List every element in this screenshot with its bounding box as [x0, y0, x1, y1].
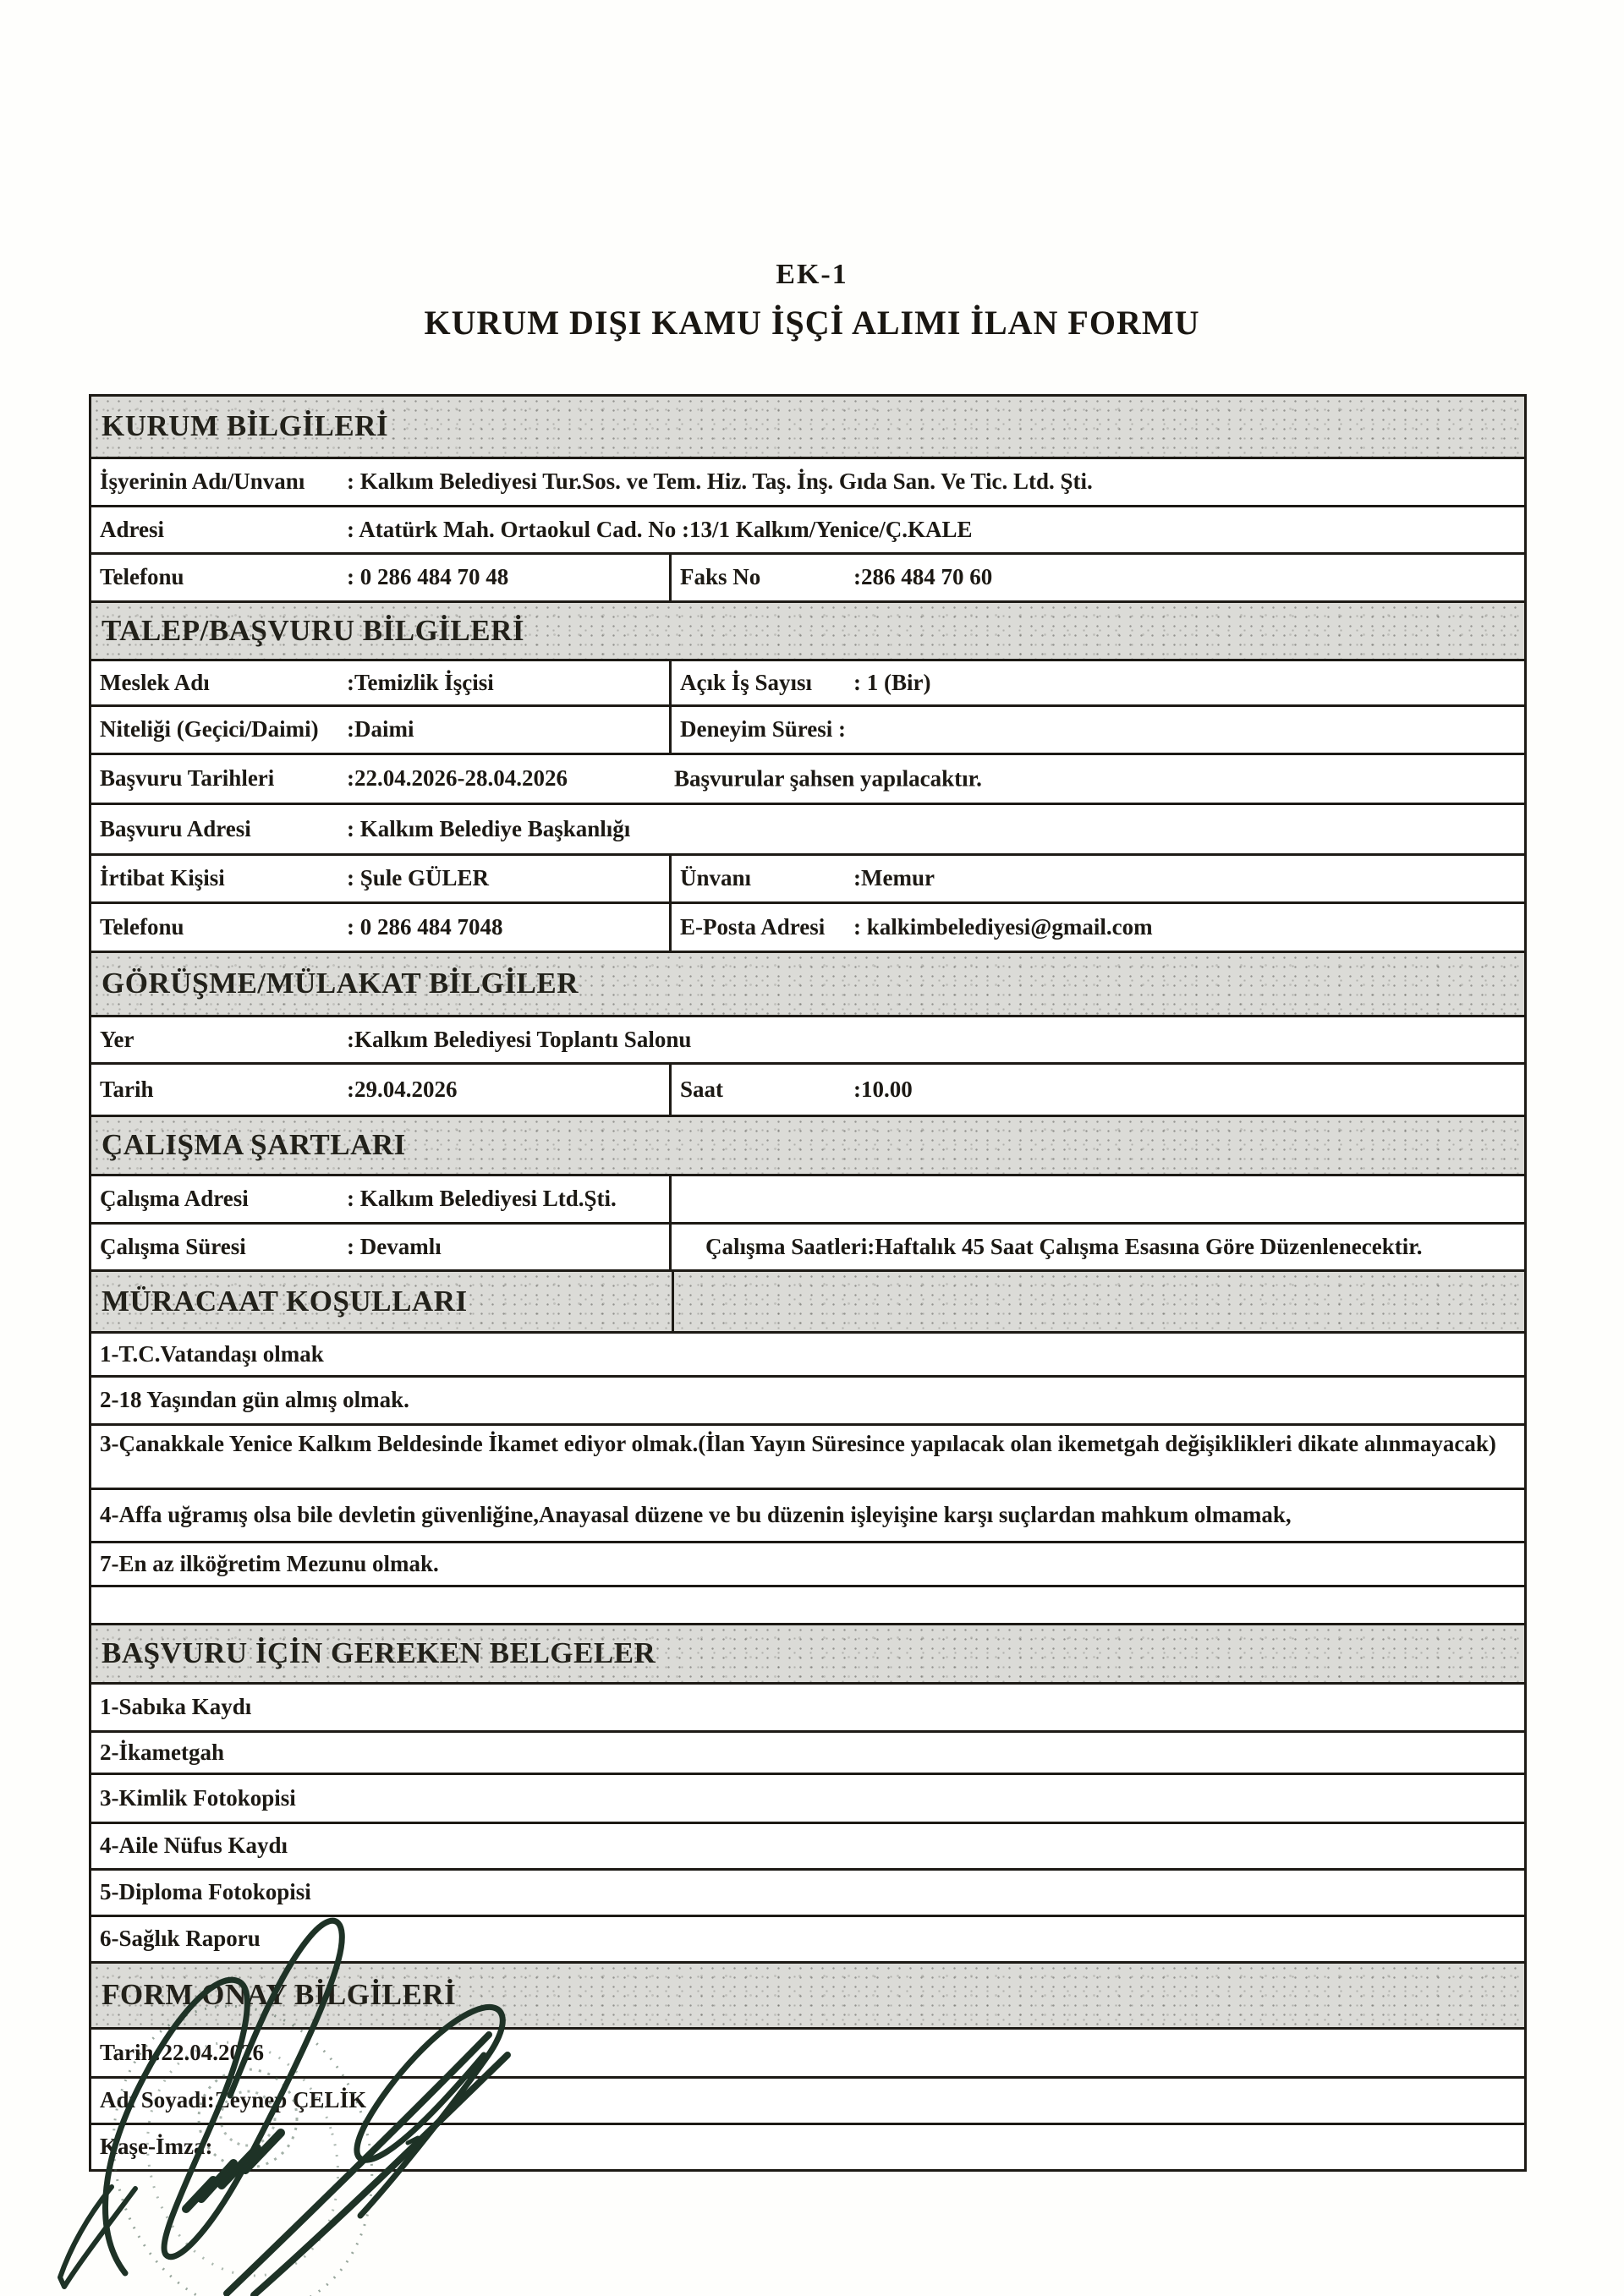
field-label: İşyerinin Adı/Unvanı [100, 469, 305, 495]
section-header-kurum-bilgileri [91, 397, 1524, 459]
list-item [91, 1490, 1524, 1543]
approver-name: Adı Soyadı:Zeynep ÇELİK [100, 2087, 367, 2113]
table-row [91, 459, 1524, 507]
field-value: :10.00 [853, 1076, 913, 1102]
condition-text: 3-Çanakkale Yenice Kalkım Beldesinde İkamet ediyor olmak.(İlan Yayın Süresince yapılacak olan ikemetgah değişiklikleri dikate alınmayacak) [100, 1431, 1496, 1456]
empty-row [91, 1587, 1524, 1625]
field-label: Ünvanı [680, 865, 752, 891]
list-item [91, 1824, 1524, 1871]
field-value: :29.04.2026 [347, 1076, 458, 1102]
field-value: : 1 (Bir) [853, 669, 931, 695]
list-item [91, 1378, 1524, 1426]
section-header-gereken-belgeler [91, 1625, 1524, 1685]
list-item [91, 1871, 1524, 1917]
field-label: E-Posta Adresi [680, 913, 826, 940]
table-row [91, 1176, 1524, 1225]
field-label: Başvuru Tarihleri [100, 765, 275, 792]
approval-date: Tarih:22.04.2026 [100, 2039, 265, 2065]
field-value: : Devamlı [347, 1233, 442, 1259]
document-text: 2-İkametgah [100, 1739, 224, 1765]
table-row [91, 805, 1524, 856]
condition-text: 1-T.C.Vatandaşı olmak [100, 1340, 324, 1367]
table-row [91, 2030, 1524, 2079]
list-item [91, 1543, 1524, 1587]
section-header-gorusme-mulakat [91, 953, 1524, 1017]
field-value: :Temizlik İşçisi [347, 669, 494, 695]
list-item [91, 1685, 1524, 1733]
section-title: KURUM BİLGİLERİ [102, 409, 389, 443]
table-row [91, 555, 1524, 603]
section-title: ÇALIŞMA ŞARTLARI [102, 1128, 406, 1162]
table-row [91, 2079, 1524, 2125]
section-header-muracaat-kosullari [91, 1272, 1524, 1334]
field-label: Meslek Adı [100, 669, 210, 695]
field-label: Çalışma Adresi [100, 1186, 249, 1212]
field-label: Açık İş Sayısı [680, 669, 813, 695]
section-title: FORM ONAY BİLGİLERİ [102, 1978, 457, 2012]
field-value: :Kalkım Belediyesi Toplantı Salonu [347, 1026, 692, 1052]
list-item [91, 1917, 1524, 1964]
field-label: Deneyim Süresi : [680, 716, 846, 743]
table-row [91, 1065, 1524, 1117]
field-value: : 0 286 484 7048 [347, 913, 503, 940]
table-row [91, 755, 1524, 805]
field-value: : 0 286 484 70 48 [347, 564, 509, 590]
form-table [89, 394, 1527, 2172]
table-row [91, 856, 1524, 904]
field-label: Tarih [100, 1076, 154, 1102]
document-text: 5-Diploma Fotokopisi [100, 1879, 311, 1905]
condition-text: 7-En az ilköğretim Mezunu olmak. [100, 1550, 439, 1576]
field-value: : Şule GÜLER [347, 865, 490, 891]
field-value: :Memur [853, 865, 935, 891]
section-title: GÖRÜŞME/MÜLAKAT BİLGİLER [102, 967, 579, 1000]
table-row [91, 507, 1524, 555]
table-row [91, 661, 1524, 707]
form-title: KURUM DIŞI KAMU İŞÇİ ALIMI İLAN FORMU [424, 304, 1200, 342]
list-item [91, 1775, 1524, 1824]
field-value: Haftalık 45 Saat Çalışma Esasına Göre Düzenlenecektir. [875, 1233, 1423, 1259]
field-value: : kalkimbelediyesi@gmail.com [853, 913, 1153, 940]
condition-text: 4-Affa uğramış olsa bile devletin güvenliğine,Anayasal düzene ve bu düzenin işleyişine karşı suçlardan mahkum olmamak, [100, 1502, 1292, 1528]
field-value: :Daimi [347, 716, 414, 743]
list-item [91, 1334, 1524, 1378]
field-label: Başvuru Adresi [100, 815, 251, 841]
field-label: Çalışma Süresi [100, 1233, 246, 1259]
field-label: Telefonu [100, 564, 184, 590]
document-text: 4-Aile Nüfus Kaydı [100, 1833, 288, 1859]
field-label: Yer [100, 1026, 134, 1052]
field-value: : Kalkım Belediye Başkanlığı [347, 815, 631, 841]
field-value: : Atatürk Mah. Ortaokul Cad. No :13/1 Kalkım/Yenice/Ç.KALE [347, 516, 973, 542]
section-header-calisma-sartlari [91, 1117, 1524, 1176]
field-value: : Kalkım Belediyesi Ltd.Şti. [347, 1186, 617, 1212]
attachment-number: EK-1 [776, 259, 848, 290]
table-row [91, 1225, 1524, 1272]
stamp-signature-label: Kaşe-İmza: [100, 2134, 213, 2160]
field-label: Çalışma Saatleri: [705, 1233, 875, 1259]
section-title: BAŞVURU İÇİN GEREKEN BELGELER [102, 1636, 656, 1670]
section-header-form-onay [91, 1964, 1524, 2030]
field-label: Adresi [100, 516, 165, 542]
document-text: 1-Sabıka Kaydı [100, 1694, 252, 1720]
table-row [91, 707, 1524, 755]
field-value: : Kalkım Belediyesi Tur.Sos. ve Tem. Hiz. Taş. İnş. Gıda San. Ve Tic. Ltd. Şti. [347, 469, 1093, 495]
field-label: İrtibat Kişisi [100, 865, 225, 891]
field-label: Niteliği (Geçici/Daimi) [100, 716, 319, 743]
list-item [91, 1733, 1524, 1775]
table-row [91, 1017, 1524, 1065]
section-header-talep-basvuru [91, 603, 1524, 661]
document-text: 3-Kimlik Fotokopisi [100, 1784, 296, 1811]
field-value: :22.04.2026-28.04.2026 [347, 765, 568, 792]
condition-text: 2-18 Yaşından gün almış olmak. [100, 1387, 409, 1413]
list-item [91, 1426, 1524, 1490]
field-value: :286 484 70 60 [853, 564, 993, 590]
field-note: Başvurular şahsen yapılacaktır. [674, 765, 982, 792]
table-row [91, 904, 1524, 953]
field-label: Saat [680, 1076, 724, 1102]
table-row [91, 2125, 1524, 2169]
field-label: Telefonu [100, 913, 184, 940]
field-label: Faks No [680, 564, 761, 590]
document-title [0, 259, 1624, 342]
section-title: MÜRACAAT KOŞULLARI [102, 1284, 468, 1318]
section-title: TALEP/BAŞVURU BİLGİLERİ [102, 613, 524, 647]
document-text: 6-Sağlık Raporu [100, 1926, 261, 1952]
